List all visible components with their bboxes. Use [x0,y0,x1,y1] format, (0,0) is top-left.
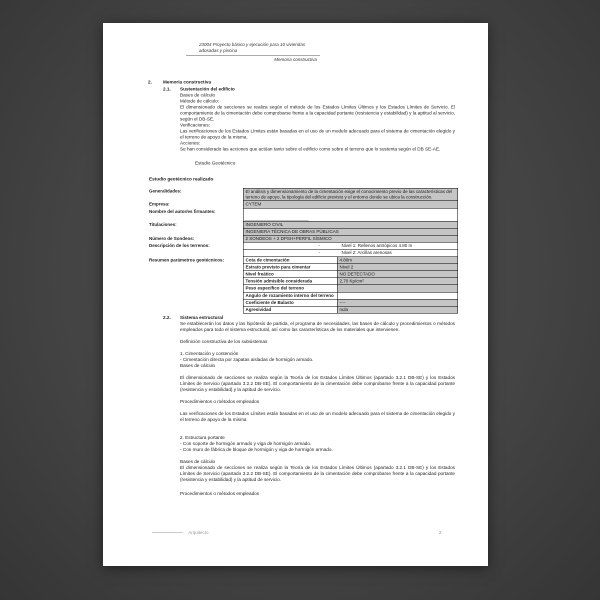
footer-signature-line [152,533,183,534]
bullet-dash: - [318,250,320,256]
document-title: Memoria constructiva [274,57,317,62]
metodo-calculo-text: El dimensionado de secciones se realiza según el método de los Estados Límites Últimos y los Estados Límites de Servicio. El comportamiento de la cimentación debe comprobarse frente a la capacidad portante (resistencia y estabilidad) y la aptitud al servicio, según el DB-SE. [180,104,455,122]
param-value: NO DETECTADO [337,271,458,278]
level-text: Nivel 1: Rellenos antrópicos 4.80 m [341,243,413,249]
section-number: 2. [148,79,152,85]
section-title: Memoria constructiva [163,79,212,85]
param-value: 4.80m [337,257,458,264]
param-row [149,292,458,299]
row-value [243,243,458,250]
param-row [149,299,458,306]
acciones-label: Acciones: [180,140,201,146]
param-name: Estrato previsto para cimentar [243,264,337,271]
row-label: Generalidades: [149,188,182,194]
param-row [149,264,458,271]
section-2-heading [148,79,488,85]
table-row [149,221,458,228]
param-name: Coeficiente de Balasto [243,299,337,306]
row-value: INGENIERA TÉCNICA DE OBRAS PÚBLICAS [243,228,458,235]
section-number: 2.1. [163,86,171,92]
section-22-body [180,321,455,497]
bullet-dash: - [318,243,320,249]
param-row [149,278,458,285]
param-value: ---- [337,299,458,306]
footer-signature-label: Arquitecto [188,530,209,535]
table-row [149,243,458,250]
page-header [186,42,320,63]
level-text: Nivel 2: Arcillas arenosas [341,250,392,256]
estructura-subtitle: 2. Estructura portante [180,435,225,441]
page-content [103,79,488,497]
page-number: 2 [439,530,442,535]
param-name: Peso específico del terreno [243,285,337,292]
bases-calculo-label: Bases de cálculo [180,459,216,465]
bases-calculo-text: El dimensionado de secciones se realiza según la Teoría de los Estados Límites Últimos (apartado 3.2.1 DB-SE) y los Estados Límites de Servicio (apartado 3.2.2 DB-SE). El comportamiento de la cimentación debe comprobarse frente a la capacidad portante (resistencia y estabilidad) y la aptitud de servicio. [180,375,455,393]
table-row [149,188,458,201]
param-value: Nivel 2 [337,264,458,271]
resumen-label: Resumen parámetros geotécnicos: [149,257,225,263]
page-footer [103,530,488,535]
param-name: Cota de cimentación [243,257,337,264]
row-label: Nombre del autor/es firmantes: [149,208,216,214]
param-name: Tensión admisible considerada [243,278,337,285]
table-row [149,250,458,257]
row-value: INGENIERO CIVIL [243,221,458,228]
row-label [149,228,243,235]
geo-table [149,188,458,314]
bases-calculo-label: Bases de cálculo [180,363,216,369]
estructura-item: - Con muro de fábrica de bloque de hormigón y viga de hormigón armado. [180,447,333,453]
table-row [149,208,458,221]
param-row [149,271,458,278]
document-page [103,23,488,566]
param-row [149,257,458,264]
param-row [149,285,458,292]
param-name: Agresividad [243,307,337,314]
estudio-geotecnico-note: Estudio Geotécnico [195,160,236,166]
cimentacion-item: - Cimentación directa por zapatas aisladas de hormigón armado. [180,357,314,363]
verificaciones-text: Las verificaciones de los Estados Límites están basadas en el uso de un modelo adecuado para el sistema de cimentación elegido y el terreno de apoyo de la misma. [180,128,455,140]
table-row [149,236,458,243]
acciones-text: Se han considerado las acciones que actúan tanto sobre el edificio como sobre el terreno que lo sustenta según el DB SE-AE. [180,146,441,152]
signature-line [245,220,309,221]
table-row [149,201,458,208]
verificaciones-label: Verificaciones: [180,122,210,128]
row-value-signature-cell [243,208,458,221]
table-row [149,228,458,235]
definicion-subsistemas: Definición constructiva de los subsistemas [180,339,268,345]
metodo-calculo-label: Método de cálculo: [180,98,220,104]
row-label: Empresa: [149,201,170,207]
section-number: 2.2. [163,315,171,321]
row-value [243,250,458,257]
bases-calculo-label: Bases de cálculo [180,92,216,98]
param-value: nula [337,307,458,314]
section-21-body [180,92,455,166]
param-value [337,285,458,292]
param-name: Angulo de rozamiento interno del terreno [243,292,337,299]
cimentacion-subtitle: 1. Cimentación y contención [180,351,239,357]
page-surface [103,23,488,566]
estructura-item: - Con soporte de hormigón armado y viga de hormigón armado. [180,441,312,447]
row-label: Descripción de los terrenos: [149,243,210,249]
param-value: 2,70 Kp/cm² [337,278,458,285]
row-label [149,250,243,257]
row-label: Número de Sondeos: [149,236,195,242]
row-value: El análisis y dimensionamiento de la cimentación exige el conocimiento previo de las características del terreno de apoyo, la tipología del edificio previsto y el entorno donde se ubica la construcción. [243,188,458,201]
section-title: Sustentación del edificio [180,86,235,92]
procedimientos-label: Procedimientos o métodos empleados [180,491,260,497]
param-value [337,292,458,299]
procedimientos-text: Las verificaciones de los Estados Límites están basadas en el uso de un modelo adecuado para el sistema de cimentación elegido y el terreno de apoyo de la misma [180,411,455,423]
project-title: 23004 Proyecto básico y ejecución para 10 viviendas adosadas y piscina [186,42,320,56]
section-title: Sistema estructural [180,315,224,321]
row-value: CYTEM [243,201,458,208]
sistema-intro-text: Se establecerán los datos y las hipótesis de partida, el programa de necesidades, las bases de cálculo y procedimientos o métodos empleados para todo el sistema estructural, así como las características de los materiales que intervienen. [180,321,455,333]
procedimientos-label: Procedimientos o métodos empleados [180,399,260,405]
row-value: 2 SONDEOS + 2 DPSH+PERFIL SÍSMICO [243,236,458,243]
row-label: Titulaciones: [149,221,177,227]
param-name: Nivel freático [243,271,337,278]
param-row [149,307,458,314]
geo-table-title: Estudio geotécnico realizado [149,176,214,182]
bases-calculo-text: El dimensionado de secciones se realiza según la Teoría de los Estados Límites Últimos (apartado 3.2.1 DB-SE) y los Estados Límites de Servicio (apartado 3.2.2 DB-SE). El comportamiento de la cimentación debe comprobarse frente a la capacidad portante (resistencia y estabilidad) y la aptitud de servicio. [180,465,455,483]
